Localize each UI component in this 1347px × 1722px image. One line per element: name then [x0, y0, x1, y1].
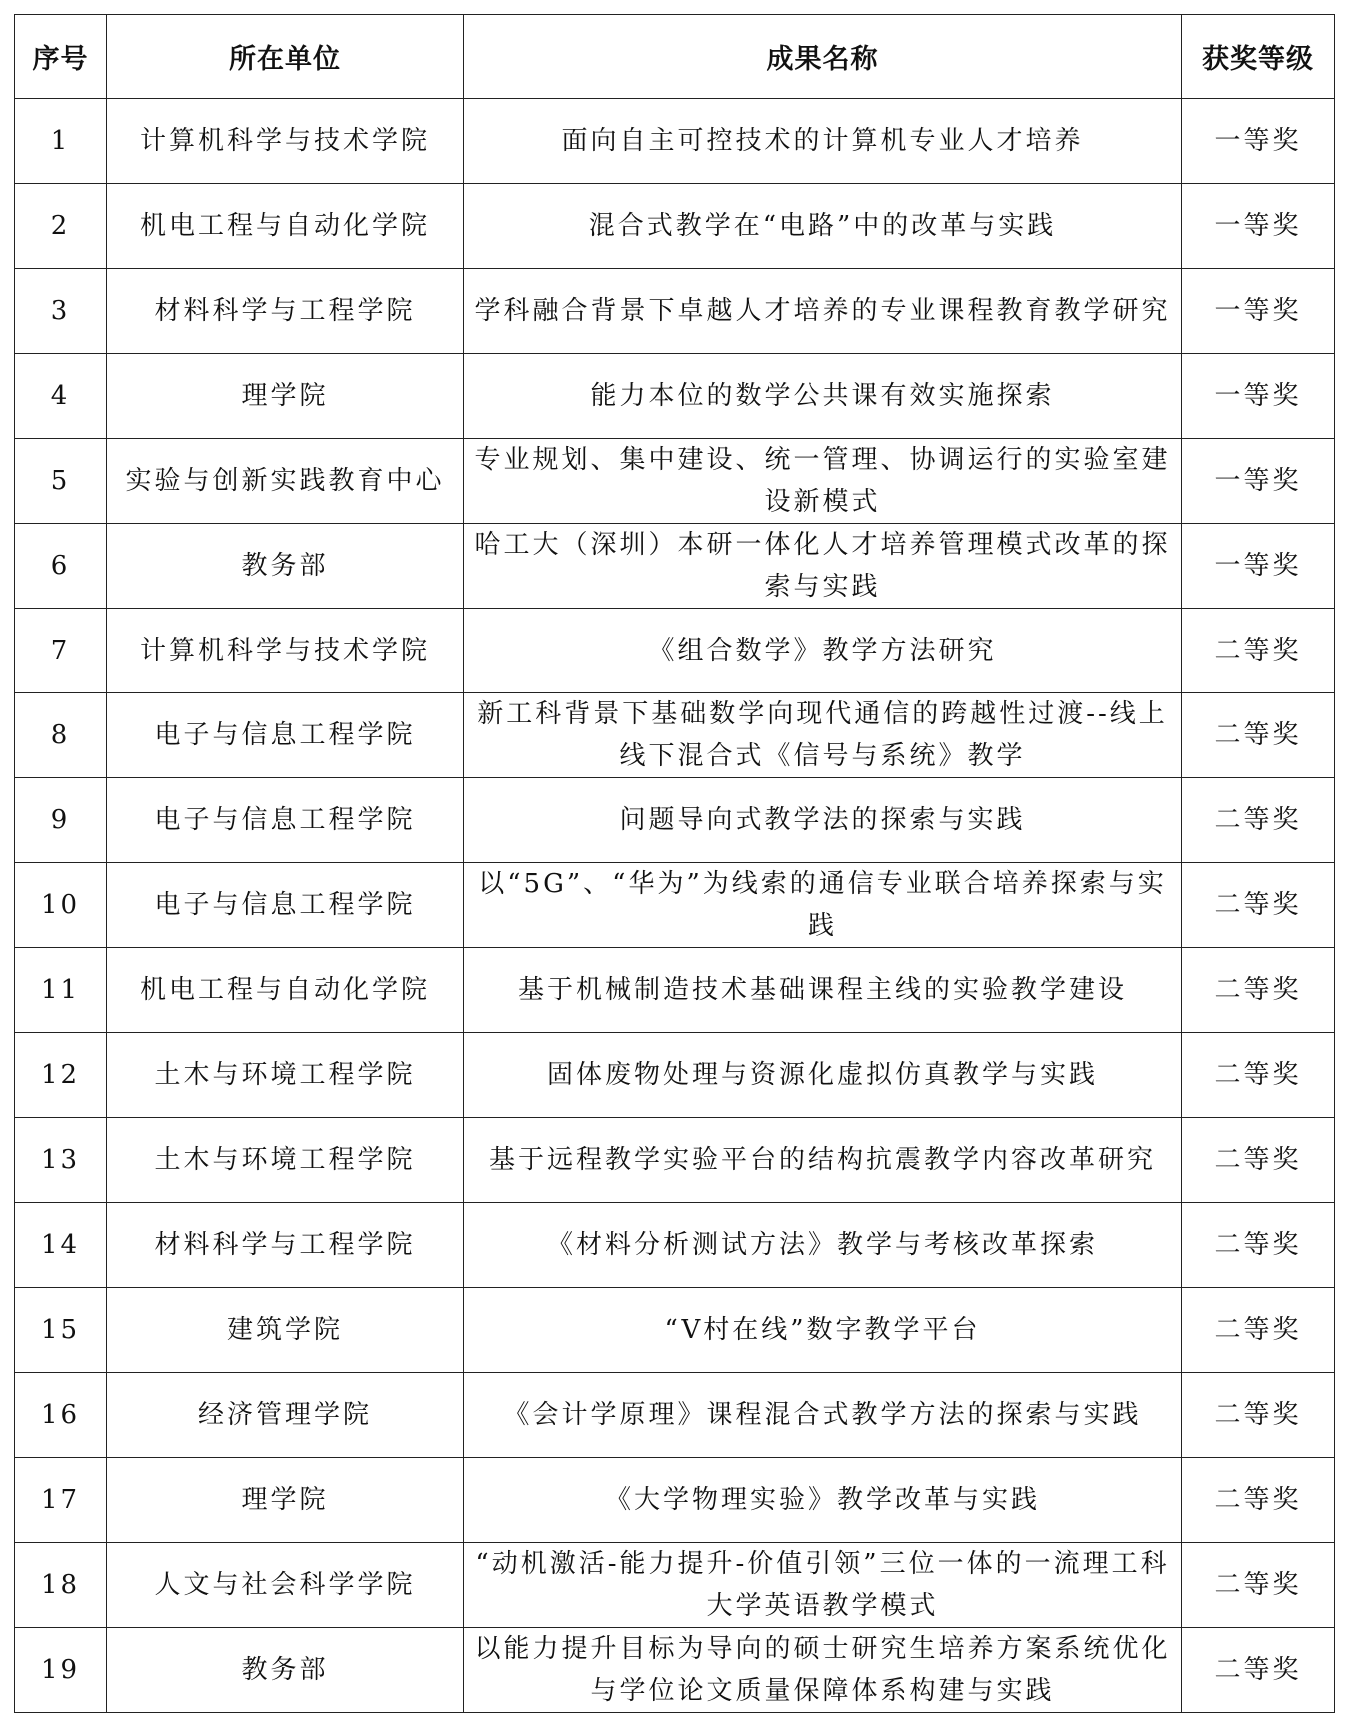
table-row — [15, 693, 1335, 778]
cell-level: 二等奖 — [1182, 1457, 1335, 1542]
cell-index: 6 — [15, 523, 107, 608]
cell-title: 面向自主可控技术的计算机专业人才培养 — [464, 99, 1182, 184]
cell-title: 新工科背景下基础数学向现代通信的跨越性过渡--线上线下混合式《信号与系统》教学 — [464, 693, 1182, 778]
cell-title: 哈工大（深圳）本研一体化人才培养管理模式改革的探索与实践 — [464, 523, 1182, 608]
table-row — [15, 1627, 1335, 1712]
table-row — [15, 1203, 1335, 1288]
cell-title: 基于远程教学实验平台的结构抗震教学内容改革研究 — [464, 1118, 1182, 1203]
cell-index: 7 — [15, 608, 107, 693]
cell-title: 固体废物处理与资源化虚拟仿真教学与实践 — [464, 1033, 1182, 1118]
cell-unit: 机电工程与自动化学院 — [107, 948, 464, 1033]
cell-unit: 电子与信息工程学院 — [107, 778, 464, 863]
table-row — [15, 1372, 1335, 1457]
cell-index: 14 — [15, 1203, 107, 1288]
header-row — [15, 15, 1335, 99]
cell-unit: 计算机科学与技术学院 — [107, 99, 464, 184]
table-row — [15, 99, 1335, 184]
cell-level: 二等奖 — [1182, 608, 1335, 693]
cell-index: 3 — [15, 268, 107, 353]
awards-table — [14, 14, 1335, 1713]
cell-unit: 材料科学与工程学院 — [107, 1203, 464, 1288]
cell-index: 18 — [15, 1542, 107, 1627]
header-title: 成果名称 — [464, 15, 1182, 99]
cell-title: 专业规划、集中建设、统一管理、协调运行的实验室建设新模式 — [464, 438, 1182, 523]
cell-title: “动机激活-能力提升-价值引领”三位一体的一流理工科大学英语教学模式 — [464, 1542, 1182, 1627]
cell-index: 9 — [15, 778, 107, 863]
cell-unit: 理学院 — [107, 1457, 464, 1542]
cell-unit: 建筑学院 — [107, 1287, 464, 1372]
table-row — [15, 353, 1335, 438]
header-index: 序号 — [15, 15, 107, 99]
cell-unit: 材料科学与工程学院 — [107, 268, 464, 353]
cell-title: 《大学物理实验》教学改革与实践 — [464, 1457, 1182, 1542]
cell-title: 《材料分析测试方法》教学与考核改革探索 — [464, 1203, 1182, 1288]
cell-unit: 经济管理学院 — [107, 1372, 464, 1457]
cell-unit: 土木与环境工程学院 — [107, 1033, 464, 1118]
header-level: 获奖等级 — [1182, 15, 1335, 99]
cell-unit: 教务部 — [107, 523, 464, 608]
cell-index: 4 — [15, 353, 107, 438]
cell-unit: 理学院 — [107, 353, 464, 438]
cell-index: 19 — [15, 1627, 107, 1712]
table-row — [15, 1118, 1335, 1203]
cell-unit: 教务部 — [107, 1627, 464, 1712]
cell-index: 11 — [15, 948, 107, 1033]
cell-level: 一等奖 — [1182, 183, 1335, 268]
cell-title: 学科融合背景下卓越人才培养的专业课程教育教学研究 — [464, 268, 1182, 353]
cell-unit: 实验与创新实践教育中心 — [107, 438, 464, 523]
cell-title: 基于机械制造技术基础课程主线的实验教学建设 — [464, 948, 1182, 1033]
cell-title: 问题导向式教学法的探索与实践 — [464, 778, 1182, 863]
cell-index: 1 — [15, 99, 107, 184]
cell-level: 二等奖 — [1182, 693, 1335, 778]
cell-level: 一等奖 — [1182, 268, 1335, 353]
cell-index: 15 — [15, 1287, 107, 1372]
cell-index: 2 — [15, 183, 107, 268]
cell-title: 以“5G”、“华为”为线索的通信专业联合培养探索与实践 — [464, 863, 1182, 948]
cell-title: 以能力提升目标为导向的硕士研究生培养方案系统优化与学位论文质量保障体系构建与实践 — [464, 1627, 1182, 1712]
cell-unit: 电子与信息工程学院 — [107, 693, 464, 778]
table-row — [15, 1287, 1335, 1372]
cell-title: 《会计学原理》课程混合式教学方法的探索与实践 — [464, 1372, 1182, 1457]
table-row — [15, 438, 1335, 523]
cell-title: 混合式教学在“电路”中的改革与实践 — [464, 183, 1182, 268]
cell-index: 16 — [15, 1372, 107, 1457]
cell-unit: 电子与信息工程学院 — [107, 863, 464, 948]
table-row — [15, 268, 1335, 353]
cell-level: 一等奖 — [1182, 99, 1335, 184]
cell-index: 5 — [15, 438, 107, 523]
cell-title: “V村在线”数字教学平台 — [464, 1287, 1182, 1372]
cell-level: 一等奖 — [1182, 438, 1335, 523]
cell-title: 《组合数学》教学方法研究 — [464, 608, 1182, 693]
cell-unit: 人文与社会科学学院 — [107, 1542, 464, 1627]
cell-level: 二等奖 — [1182, 778, 1335, 863]
cell-unit: 机电工程与自动化学院 — [107, 183, 464, 268]
cell-title: 能力本位的数学公共课有效实施探索 — [464, 353, 1182, 438]
cell-level: 二等奖 — [1182, 1033, 1335, 1118]
cell-level: 一等奖 — [1182, 523, 1335, 608]
header-unit: 所在单位 — [107, 15, 464, 99]
cell-level: 二等奖 — [1182, 948, 1335, 1033]
table-row — [15, 778, 1335, 863]
cell-level: 二等奖 — [1182, 1627, 1335, 1712]
cell-unit: 计算机科学与技术学院 — [107, 608, 464, 693]
table-row — [15, 523, 1335, 608]
cell-level: 二等奖 — [1182, 1372, 1335, 1457]
cell-level: 一等奖 — [1182, 353, 1335, 438]
table-row — [15, 1457, 1335, 1542]
cell-index: 13 — [15, 1118, 107, 1203]
cell-level: 二等奖 — [1182, 1287, 1335, 1372]
table-row — [15, 863, 1335, 948]
table-row — [15, 1542, 1335, 1627]
cell-index: 17 — [15, 1457, 107, 1542]
cell-level: 二等奖 — [1182, 1118, 1335, 1203]
table-row — [15, 948, 1335, 1033]
cell-level: 二等奖 — [1182, 1542, 1335, 1627]
cell-index: 8 — [15, 693, 107, 778]
cell-index: 12 — [15, 1033, 107, 1118]
cell-unit: 土木与环境工程学院 — [107, 1118, 464, 1203]
table-row — [15, 183, 1335, 268]
table-row — [15, 1033, 1335, 1118]
table-row — [15, 608, 1335, 693]
cell-level: 二等奖 — [1182, 1203, 1335, 1288]
cell-level: 二等奖 — [1182, 863, 1335, 948]
cell-index: 10 — [15, 863, 107, 948]
